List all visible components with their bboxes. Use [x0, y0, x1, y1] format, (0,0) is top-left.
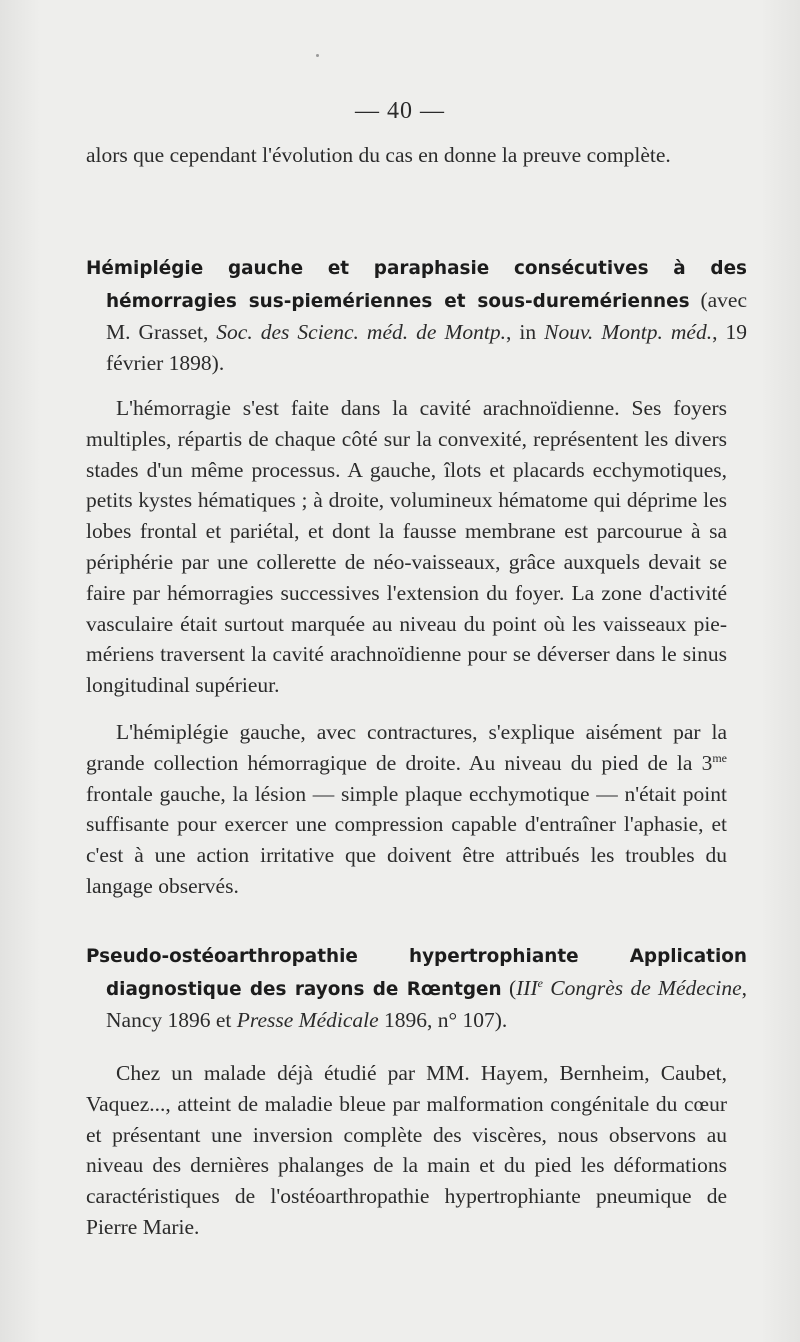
reference-end: , 19 février 1898).: [106, 320, 747, 375]
section-title: Hémiplégie gauche et paraphasie consécutives à des hémorragies sus-piemériennes et sous-duremériennes: [86, 258, 747, 312]
ink-speck: [316, 54, 319, 57]
section-title: Pseudo-ostéoarthropathie hypertrophiante Application diagnostique des rayons de Rœntgen: [86, 946, 747, 1000]
reference-open: (avec M. Grasset,: [106, 287, 747, 344]
reference-end: 1896, n° 107).: [378, 1008, 508, 1032]
section-heading-hemiplegie: [86, 252, 747, 378]
paragraph-malade: Chez un malade déjà étudié par MM. Hayem, Bernheim, Caubet, Vaquez..., atteint de maladie bleue par malformation congénitale du cœur et présentant une inversion complète des viscères, nous observons au niveau des dernières phalanges de la main et du pied les déformations caractéristiques de l'ostéoarthropathie hypertrophiante pneumique de Pierre Marie.: [86, 1061, 727, 1239]
congress-superscript: e: [537, 975, 543, 990]
congress-number: III: [516, 975, 538, 1000]
paragraph-hemiplegie: [86, 717, 727, 902]
page-number: — 40 —: [355, 98, 445, 124]
paragraph-text-b: frontale gauche, la lésion — simple plaque ecchymotique — n'était point suffisante pour exercer une compression capable d'entraîner l'aphasie, et c'est à une action irritative que doivent être attribués les troubles du langage observés.: [86, 781, 727, 898]
reference-journal: Presse Médicale: [236, 1008, 379, 1032]
reference-open: (: [501, 975, 517, 1000]
reference-journal: Soc. des Scienc. méd. de Montp.: [216, 320, 506, 344]
ordinal-superscript: me: [712, 750, 727, 765]
congress-name: Congrès de Médecine: [542, 975, 742, 1000]
reference-journal-2: Nouv. Montp. méd.: [544, 320, 713, 344]
reference-mid: , Nancy 1896 et: [106, 975, 747, 1032]
continuation-paragraph: alors que cependant l'évolution du cas en donne la preuve complète.: [86, 143, 671, 167]
reference-mid: , in: [505, 320, 545, 344]
paragraph-hemorragie: L'hémorragie s'est faite dans la cavité arachnoïdienne. Ses foyers multiples, répartis de chaque côté sur la convexité, représentent les divers stades d'un même processus. A gauche, îlots et placards ecchymotiques, petits kystes hématiques ; à droite, volumineux hématome qui déprime les lobes frontal et pariétal, et dont la fausse membrane est parcourue à sa périphérie par une collerette de néo-vaisseaux, grâce auxquels devait se faire par hémorragies successives l'extension du foyer. La zone d'activité vasculaire était surtout marquée au niveau du point où les vaisseaux pie-mériens traversent la cavité arachnoïdienne pour se déverser dans le sinus longitudinal supérieur.: [86, 396, 727, 698]
section-heading-pseudo-osteoarthropathie: [86, 940, 747, 1036]
paragraph-text-a: L'hémiplégie gauche, avec contractures, s'explique aisément par la grande collection hémorragique de droite. Au niveau du pied de la 3: [86, 720, 727, 775]
